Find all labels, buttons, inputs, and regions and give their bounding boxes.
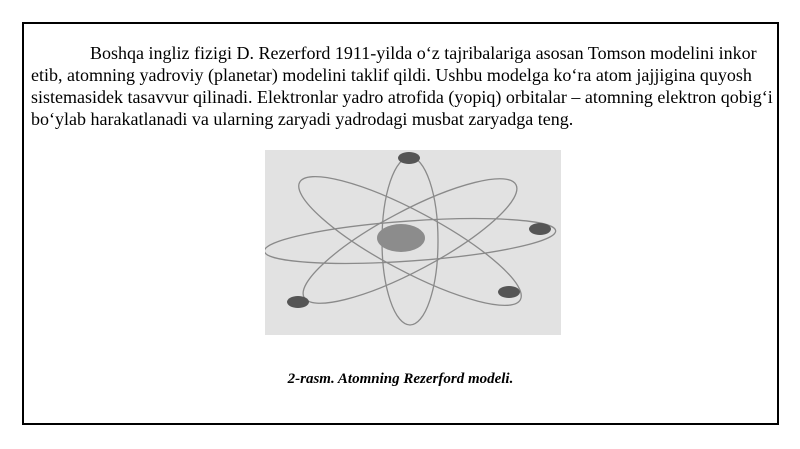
- electron-bottom-right: [498, 286, 520, 298]
- nucleus: [377, 224, 425, 252]
- electron-right: [529, 223, 551, 235]
- electron-left: [287, 296, 309, 308]
- document-frame: [22, 22, 779, 425]
- atom-model-figure: [265, 150, 561, 335]
- atom-model-drawing: [265, 150, 561, 335]
- body-paragraph: Boshqa ingliz fizigi D. Rezerford 1911-yilda o‘z tajribalariga asosan Tomson modelini inkor etib, atomning yadroviy (planetar) modelini taklif qildi. Ushbu modelga ko‘ra atom jajjigina quyosh sistemasidek tasavvur qilinadi. Elektronlar yadro atrofida (yopiq) orbitalar – atomning elektron qobig‘i bo‘ylab harakatlanadi va ularning zaryadi yadrodagi musbat zaryadga teng.: [31, 43, 773, 129]
- figure-caption: 2-rasm. Atomning Rezerford modeli.: [287, 371, 514, 387]
- electron-top: [398, 152, 420, 164]
